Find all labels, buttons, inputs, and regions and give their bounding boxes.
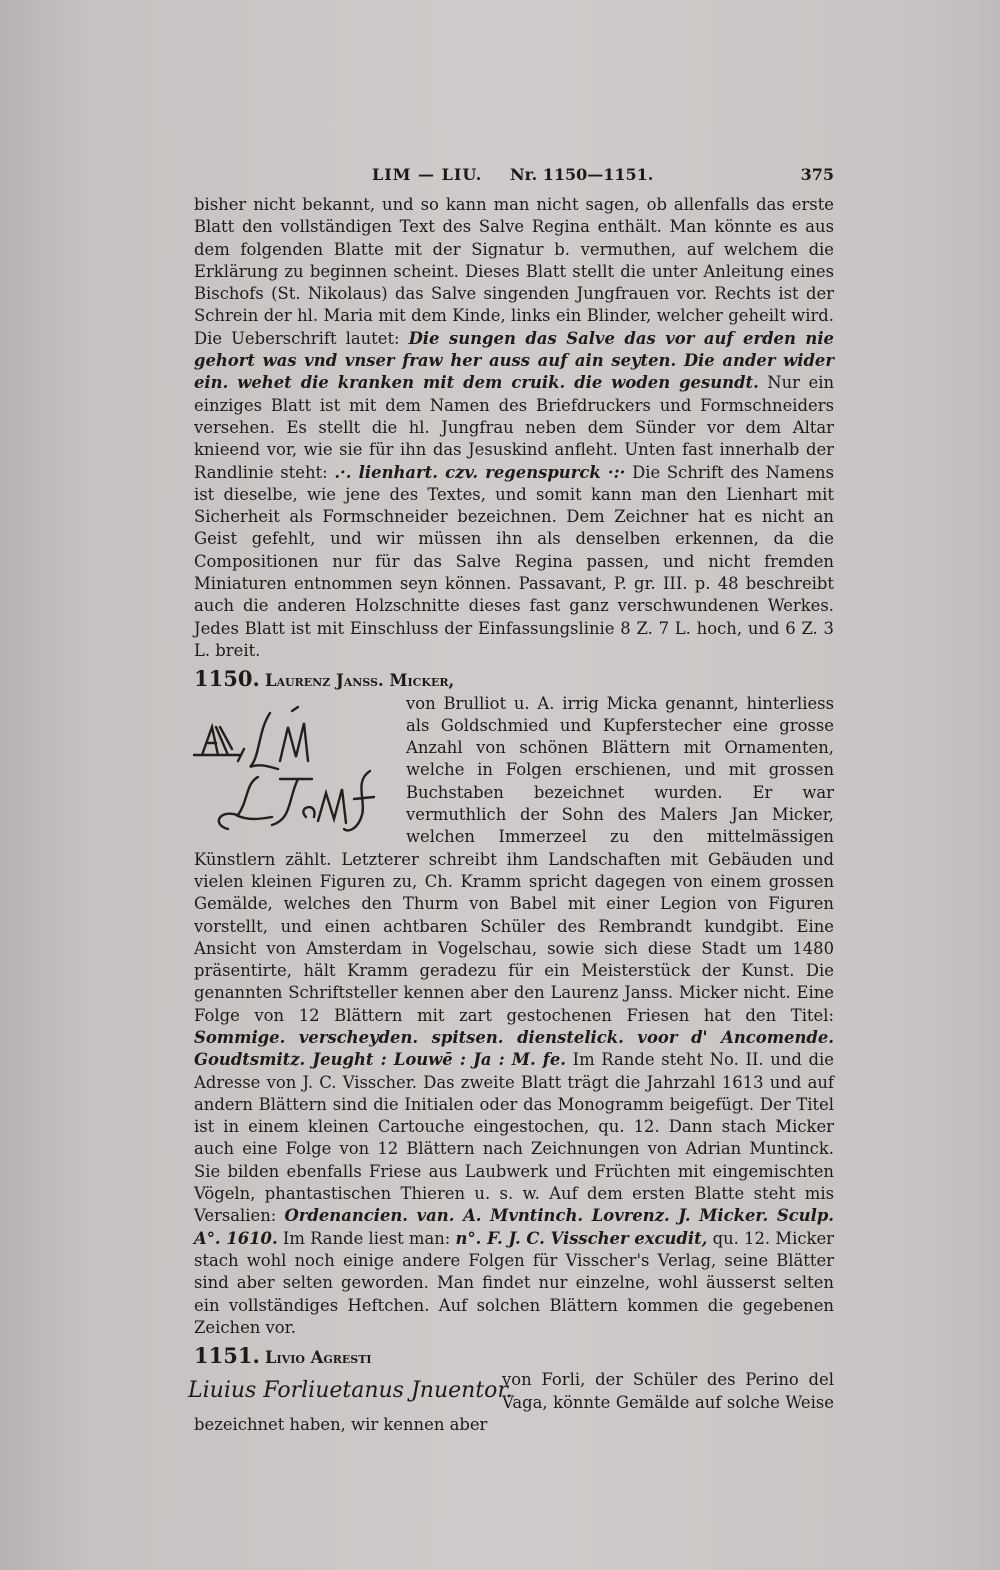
- page-number: 375: [800, 165, 834, 184]
- entry-number: 1150.: [194, 666, 260, 692]
- title-italic: Sommige. verscheyden. spitsen. dienstelick. voor d' Ancomende. Goudtsmitz. Jeught : Louwē : Ja : M. fe.: [194, 1027, 834, 1070]
- text-span: von Brulliot u. A. irrig Micka genannt, hinterliess als Goldschmied und Kupferstecher eine grosse Anzahl von schönen Blättern mit Ornamenten, welche in Folgen erschienen, und mit grossen Buchstaben bezeichnet wurden. Er war vermuthlich der Sohn des Malers Jan Micker, welchen Immerzeel zu den mittelmässigen Künstlern zählt. Letzterer schreibt ihm Landschaften mit Gebäuden und vielen kleinen Figuren zu, Ch. Kramm spricht dagegen von einem grossen Gemälde, welches den Thurm von Babel mit einer Legion von Figuren vorstellt, und einen achtbaren Schüler des Rembrandt kundgibt. Eine Ansicht von Amsterdam in Vogelschau, sowie sich diese Stadt um 1480 präsentirte, hält Kramm geradezu für ein Meisterstück der Kunst. Die genannten Schriftsteller kennen aber den Laurenz Janss. Micker nicht. Eine Folge von 12 Blättern mit zart gestochenen Friesen hat den Titel:: [194, 693, 834, 1025]
- text-span: Im Rande steht No. II. und die Adresse von J. C. Visscher. Das zweite Blatt trägt die Jahrzahl 1613 und auf andern Blättern sind die Initialen oder das Monogramm beigefügt. Der Titel ist in einem kleinen Cartouche eingestochen, qu. 12. Dann stach Micker auch eine Folge von 12 Blättern nach Zeichnungen von Adrian Muntinck. Sie bilden ebenfalls Friese aus Laubwerk und Früchten mit eingemischten Vögeln, phantastischen Thieren u. s. w. Auf dem ersten Blatte steht mis Versalien:: [194, 1050, 834, 1226]
- inscription-italic: n°. F. J. C. Visscher excudit,: [455, 1228, 708, 1248]
- monogram-figure: [188, 697, 400, 837]
- entry-1151: [188, 1343, 834, 1436]
- artist-name: Laurenz Janss. Micker,: [264, 671, 455, 691]
- monogram-marks-image: [188, 697, 400, 837]
- inscription-italic: .·. lienhart. czv. regenspurck ·:·: [334, 462, 626, 482]
- text-span: Im Rande liest man:: [277, 1228, 456, 1248]
- text-span: bisher nicht bekannt, und so kann man nicht sagen, ob allenfalls das erste Blatt den vollständigen Text des Salve Regina enthält. Man könnte es aus dem folgenden Blatte mit der Signatur b. vermuthen, auf welchem die Erklärung zu beginnen scheint. Dieses Blatt stellt die unter Anleitung eines Bischofs (St. Nikolaus) das Salve singenden Jungfrauen vor. Rechts ist der Schrein der hl. Maria mit dem Kinde, links ein Blinder, welcher geheilt wird. Die Ueberschrift lautet:: [194, 195, 834, 348]
- running-header: [194, 164, 834, 194]
- text-span: [372, 1348, 377, 1367]
- entry-number: 1151.: [194, 1343, 260, 1369]
- text-span: von Forli, der Schüler des Perino del Vaga, könnte Gemälde auf solche Weise bezeichnet haben, wir kennen aber: [194, 1370, 834, 1435]
- header-title: LIM — LIU.: [372, 165, 483, 184]
- entry-1150-heading: [194, 668, 834, 692]
- page-text: [188, 164, 835, 1436]
- text-span: Nur ein einziges Blatt ist mit dem Namen des Briefdruckers und Formschneiders versehen. Es stellt die hl. Jungfrau neben dem Sünder vor dem Altar knieend vor, wie sie für ihn das Jesuskind anfleht. Unten fast innerhalb der Randlinie steht:: [194, 373, 835, 482]
- artist-name: Livio Agresti: [264, 1348, 372, 1368]
- inscription-italic: Ordenancien. van. A. Mvntinch. Lovrenz. J. Micker. Sculp. A°. 1610.: [194, 1206, 834, 1248]
- entry-1150-body: [194, 693, 834, 1340]
- text-span: qu. 12. Micker stach wohl noch einige andere Folgen für Visscher's Verlag, seine Blätter sind aber selten geworden. Man findet nur einzelne, wohl äusserst selten ein vollständiges Heftchen. Auf solchen Blättern kommen die gegebenen Zeichen vor.: [194, 1228, 835, 1337]
- text-span: Die Schrift des Namens ist dieselbe, wie jene des Textes, und somit kann man den Lienhart mit Sicherheit als Formschneider bezeichnen. Dem Zeichner hat es nicht an Geist gefehlt, und wir müssen ihn als denselben erkennen, da die Compositionen nur für das Salve Regina passen, und nicht fremden Miniaturen entnommen seyn können. Passavant, P. gr. III. p. 48 beschreibt auch die anderen Holzschnitte dieses fast ganz verschwundenen Werkes. Jedes Blatt ist mit Einschluss der Einfassungslinie 8 Z. 7 L. hoch, und 6 Z. 3 L. breit.: [194, 462, 834, 660]
- paragraph-salve-regina: [194, 194, 834, 662]
- quote-italic: Die sungen das Salve das vor auf erden nie gehort was vnd vnser fraw her auss auf ain seyten. Die ander wider ein. wehet die kranken mit dem cruik. die woden gesundt.: [194, 328, 834, 393]
- header-range: Nr. 1150—1151.: [510, 165, 654, 184]
- signature-inscription: Liuius Forliuetanus Jnuentor.: [188, 1378, 513, 1404]
